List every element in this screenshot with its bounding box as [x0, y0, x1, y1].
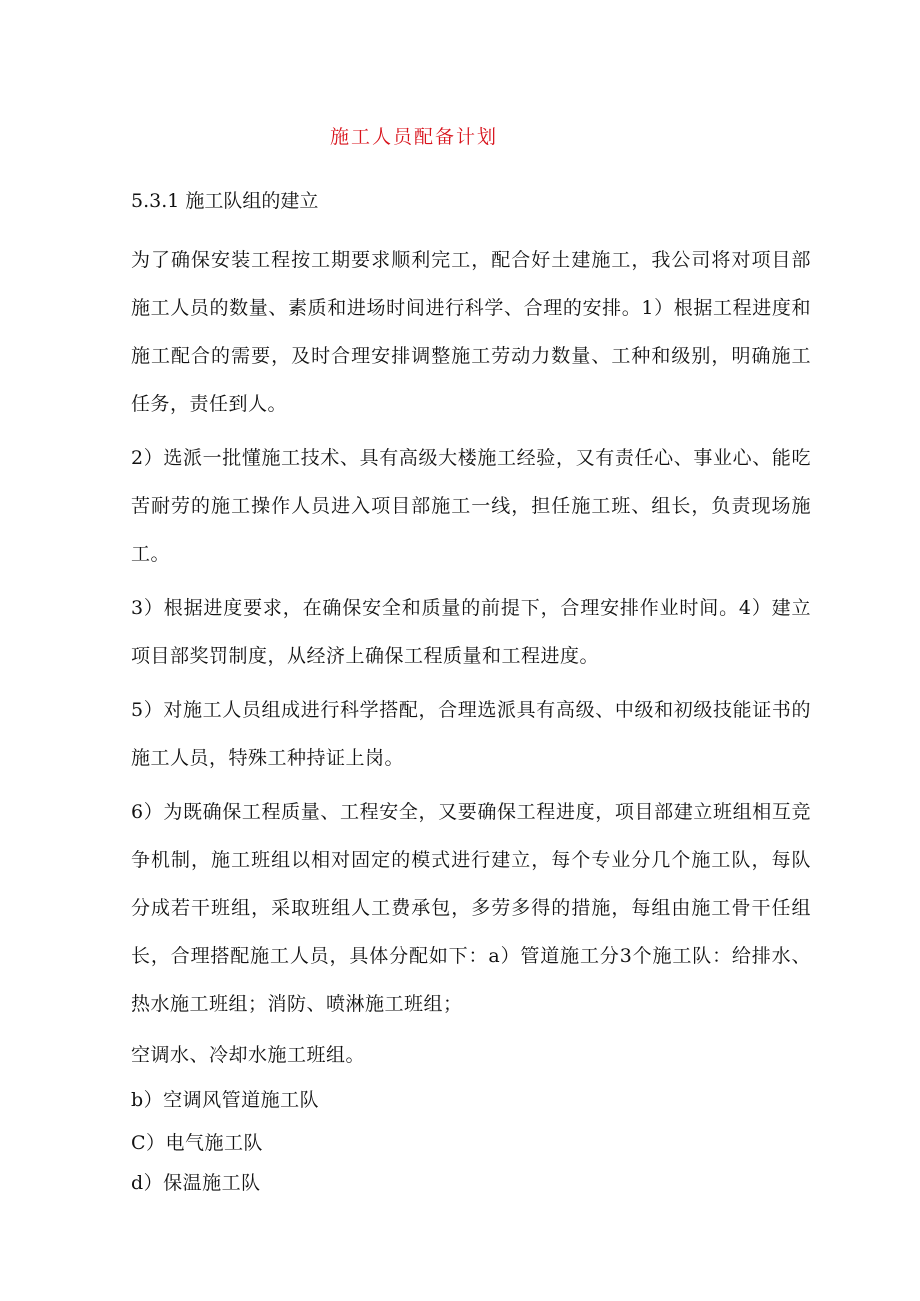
paragraph-intro: 为了确保安装工程按工期要求顺利完工，配合好土建施工，我公司将对项目部施工人员的数量、素质和进场时间进行科学、合理的安排。1）根据工程进度和施工配合的需要，及时合理安排调整施工劳动力数量、工种和级别，明确施工任务，责任到人。 — [131, 249, 811, 415]
section-heading: 5.3.1 施工队组的建立 — [131, 190, 319, 212]
list-item-electrical: C）电气施工队 — [131, 1132, 264, 1154]
paragraph-item-3-4: 3）根据进度要求，在确保安全和质量的前提下，合理安排作业时间。4）建立项目部奖罚制度，从经济上确保工程质量和工程进度。 — [131, 597, 811, 667]
paragraph-item-5: 5）对施工人员组成进行科学搭配，合理选派具有高级、中级和初级技能证书的施工人员，特殊工种持证上岗。 — [131, 699, 811, 769]
document-title: 施工人员配备计划 — [329, 126, 498, 148]
document-body — [131, 236, 811, 1204]
list-item-insulation: d）保温施工队 — [131, 1172, 261, 1194]
paragraph-item-2: 2）选派一批懂施工技术、具有高级大楼施工经验，又有责任心、事业心、能吃苦耐劳的施工操作人员进入项目部施工一线，担任施工班、组长，负责现场施工。 — [131, 447, 811, 565]
paragraph-item-6: 6）为既确保工程质量、工程安全，又要确保工程进度，项目部建立班组相互竞争机制，施工班组以相对固定的模式进行建立，每个专业分几个施工队，每队分成若干班组，采取班组人工费承包，多劳多得的措施，每组由施工骨干任组长，合理搭配施工人员，具体分配如下：a）管道施工分3个施工队：给排水、热水施工班组；消防、喷淋施工班组； — [131, 801, 811, 1015]
list-item-air-duct: b）空调风管道施工队 — [131, 1089, 320, 1111]
list-item-air-water: 空调水、冷却水施工班组。 — [131, 1044, 366, 1066]
